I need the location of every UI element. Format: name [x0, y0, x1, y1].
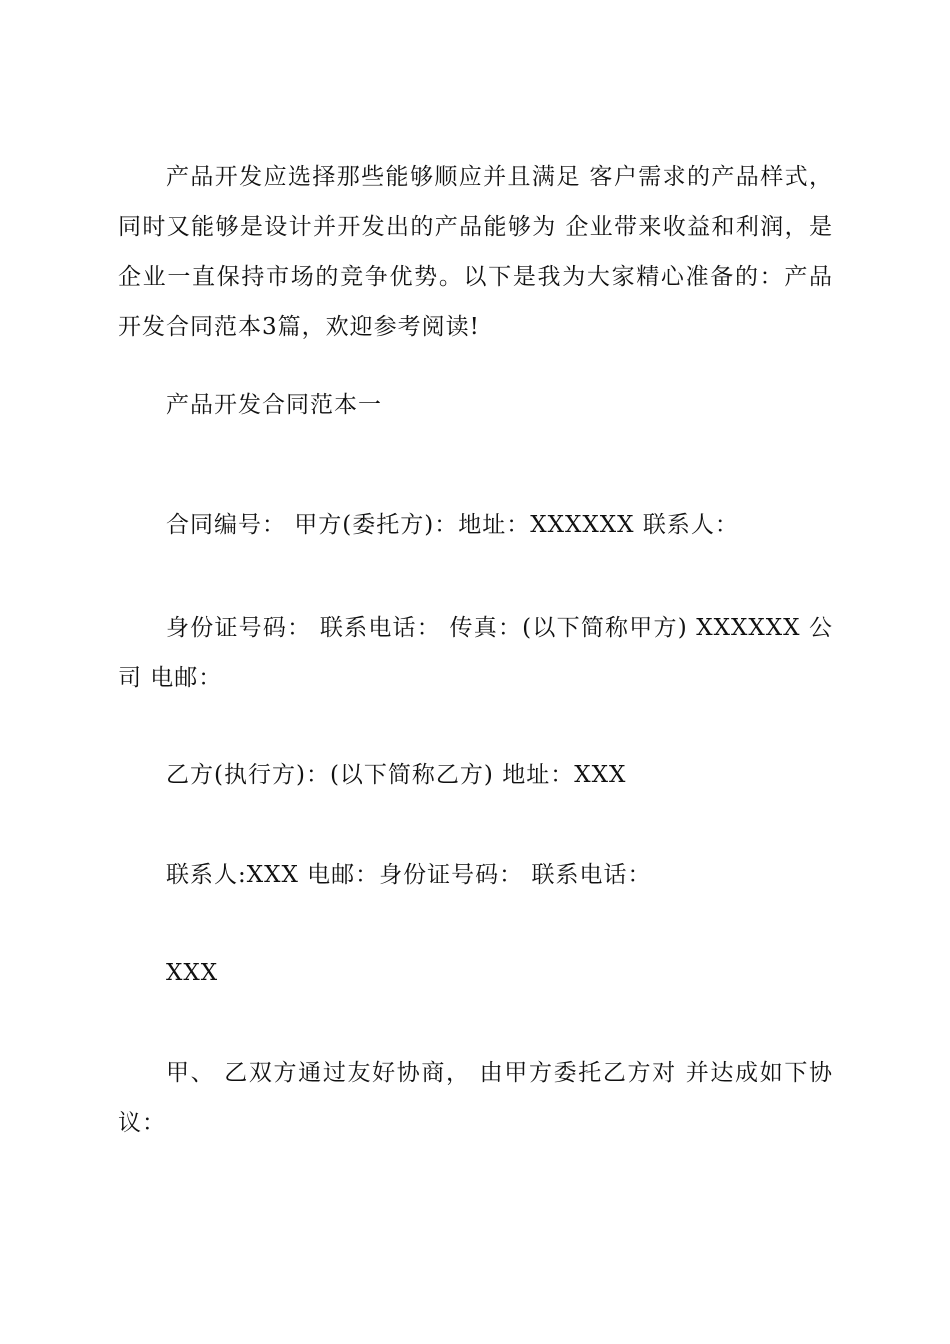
intro-paragraph: 产品开发应选择那些能够顺应并且满足 客户需求的产品样式，同时又能够是设计并开发出的产品能够为 企业带来收益和利润，是企业一直保持市场的竞争优势。以下是我为大家精心准备的：产品开发合同范本3篇，欢迎参考阅读!: [118, 164, 833, 340]
party-b-line: 乙方(执行方)：(以下简称乙方) 地址：XXX: [166, 762, 627, 788]
placeholder-line: XXX: [166, 960, 219, 986]
party-b-contact-line: 联系人:XXX 电邮：身份证号码： 联系电话：: [166, 862, 652, 888]
contract-number-line: 合同编号： 甲方(委托方)：地址：XXXXXX 联系人：: [166, 512, 739, 538]
section-title: 产品开发合同范本一: [166, 392, 382, 418]
party-a-contact-line: 身份证号码： 联系电话： 传真：(以下简称甲方) XXXXXX 公司 电邮：: [118, 615, 833, 691]
agreement-paragraph: 甲、 乙双方通过友好协商， 由甲方委托乙方对 并达成如下协议：: [118, 1060, 833, 1136]
